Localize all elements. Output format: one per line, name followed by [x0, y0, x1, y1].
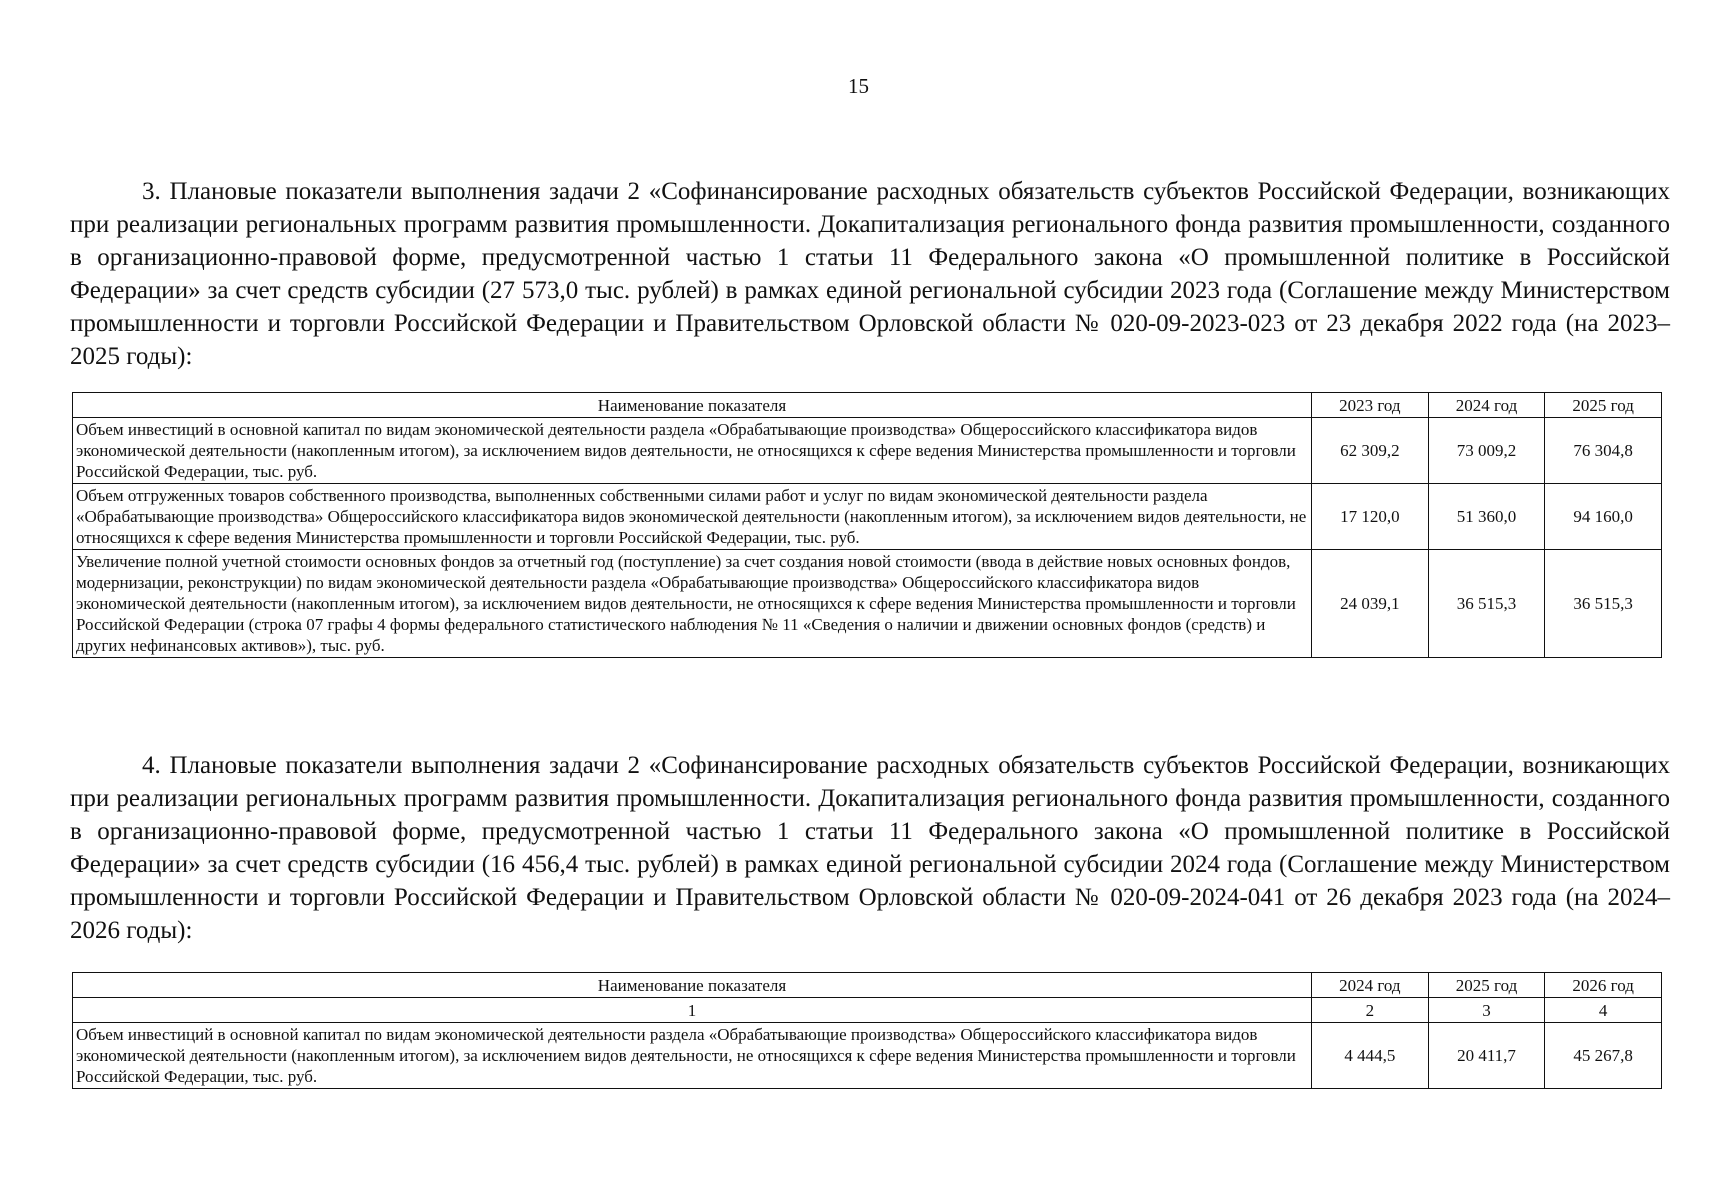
header-year: 2025 год [1545, 393, 1662, 418]
table-row [73, 418, 1662, 484]
indicator-value: 76 304,8 [1545, 418, 1662, 484]
header-year: 2024 год [1428, 393, 1545, 418]
indicator-value: 94 160,0 [1545, 484, 1662, 550]
table-header-row [73, 973, 1662, 998]
header-indicator-name: Наименование показателя [73, 393, 1312, 418]
column-number: 4 [1545, 998, 1662, 1023]
column-number: 3 [1428, 998, 1545, 1023]
header-year: 2025 год [1428, 973, 1545, 998]
column-number-row [73, 998, 1662, 1023]
header-indicator-name: Наименование показателя [73, 973, 1312, 998]
indicator-value: 51 360,0 [1428, 484, 1545, 550]
indicator-value: 45 267,8 [1545, 1023, 1662, 1089]
indicator-value: 24 039,1 [1312, 550, 1429, 658]
header-year: 2026 год [1545, 973, 1662, 998]
indicator-value: 20 411,7 [1428, 1023, 1545, 1089]
indicator-name: Объем инвестиций в основной капитал по видам экономической деятельности раздела «Обрабатывающие производства» Общероссийского классификатора видов экономической деятельности (накопленным итогом), за исключением видов деятельности, не относящихся к сфере ведения Министерства промышленности и торговли Российской Федерации, тыс. руб. [73, 418, 1312, 484]
table-row [73, 550, 1662, 658]
indicator-name: Увеличение полной учетной стоимости основных фондов за отчетный год (поступление) за счет создания новой стоимости (ввода в действие новых основных фондов, модернизации, реконструкции) по видам экономической деятельности раздела «Обрабатывающие производства» Общероссийского классификатора видов экономической деятельности (накопленным итогом), за исключением видов деятельности, не относящихся к сфере ведения Министерства промышленности и торговли Российской Федерации (строка 07 графы 4 формы федерального статистического наблюдения № 11 «Сведения о наличии и движении основных фондов (средств) и других нефинансовых активов»), тыс. руб. [73, 550, 1312, 658]
header-year: 2024 год [1312, 973, 1429, 998]
indicator-value: 17 120,0 [1312, 484, 1429, 550]
indicator-value: 4 444,5 [1312, 1023, 1429, 1089]
page-number: 15 [848, 74, 869, 98]
table-row [73, 484, 1662, 550]
header-year: 2023 год [1312, 393, 1429, 418]
section-3-paragraph: 3. Плановые показатели выполнения задачи 2 «Софинансирование расходных обязательств субъектов Российской Федерации, возникающих при реализации региональных программ развития промышленности. Докапитализация регионального фонда развития промышленности, созданного в организационно-правовой форме, предусмотренной частью 1 статьи 11 Федерального закона «О промышленной политике в Российской Федерации» за счет средств субсидии (27 573,0 тыс. рублей) в рамках единой региональной субсидии 2023 года (Соглашение между Министерством промышленности и торговли Российской Федерации и Правительством Орловской области № 020-09-2023-023 от 23 декабря 2022 года (на 2023–2025 годы): [70, 178, 1670, 370]
indicator-name: Объем отгруженных товаров собственного производства, выполненных собственными силами работ и услуг по видам экономической деятельности раздела «Обрабатывающие производства» Общероссийского классификатора видов экономической деятельности (накопленным итогом), за исключением видов деятельности, не относящихся к сфере ведения Министерства промышленности и торговли Российской Федерации, тыс. руб. [73, 484, 1312, 550]
column-number: 1 [73, 998, 1312, 1023]
indicators-table-2024 [72, 972, 1662, 1089]
indicator-value: 36 515,3 [1428, 550, 1545, 658]
indicator-name: Объем инвестиций в основной капитал по видам экономической деятельности раздела «Обрабатывающие производства» Общероссийского классификатора видов экономической деятельности (накопленным итогом), за исключением видов деятельности, не относящихся к сфере ведения Министерства промышленности и торговли Российской Федерации, тыс. руб. [73, 1023, 1312, 1089]
column-number: 2 [1312, 998, 1429, 1023]
indicator-value: 36 515,3 [1545, 550, 1662, 658]
indicator-value: 73 009,2 [1428, 418, 1545, 484]
table-row [73, 1023, 1662, 1089]
section-4-paragraph: 4. Плановые показатели выполнения задачи 2 «Софинансирование расходных обязательств субъектов Российской Федерации, возникающих при реализации региональных программ развития промышленности. Докапитализация регионального фонда развития промышленности, созданного в организационно-правовой форме, предусмотренной частью 1 статьи 11 Федерального закона «О промышленной политике в Российской Федерации» за счет средств субсидии (16 456,4 тыс. рублей) в рамках единой региональной субсидии 2024 года (Соглашение между Министерством промышленности и торговли Российской Федерации и Правительством Орловской области № 020-09-2024-041 от 26 декабря 2023 года (на 2024–2026 годы): [70, 752, 1670, 944]
indicator-value: 62 309,2 [1312, 418, 1429, 484]
table-header-row [73, 393, 1662, 418]
indicators-table-2023 [72, 392, 1662, 658]
